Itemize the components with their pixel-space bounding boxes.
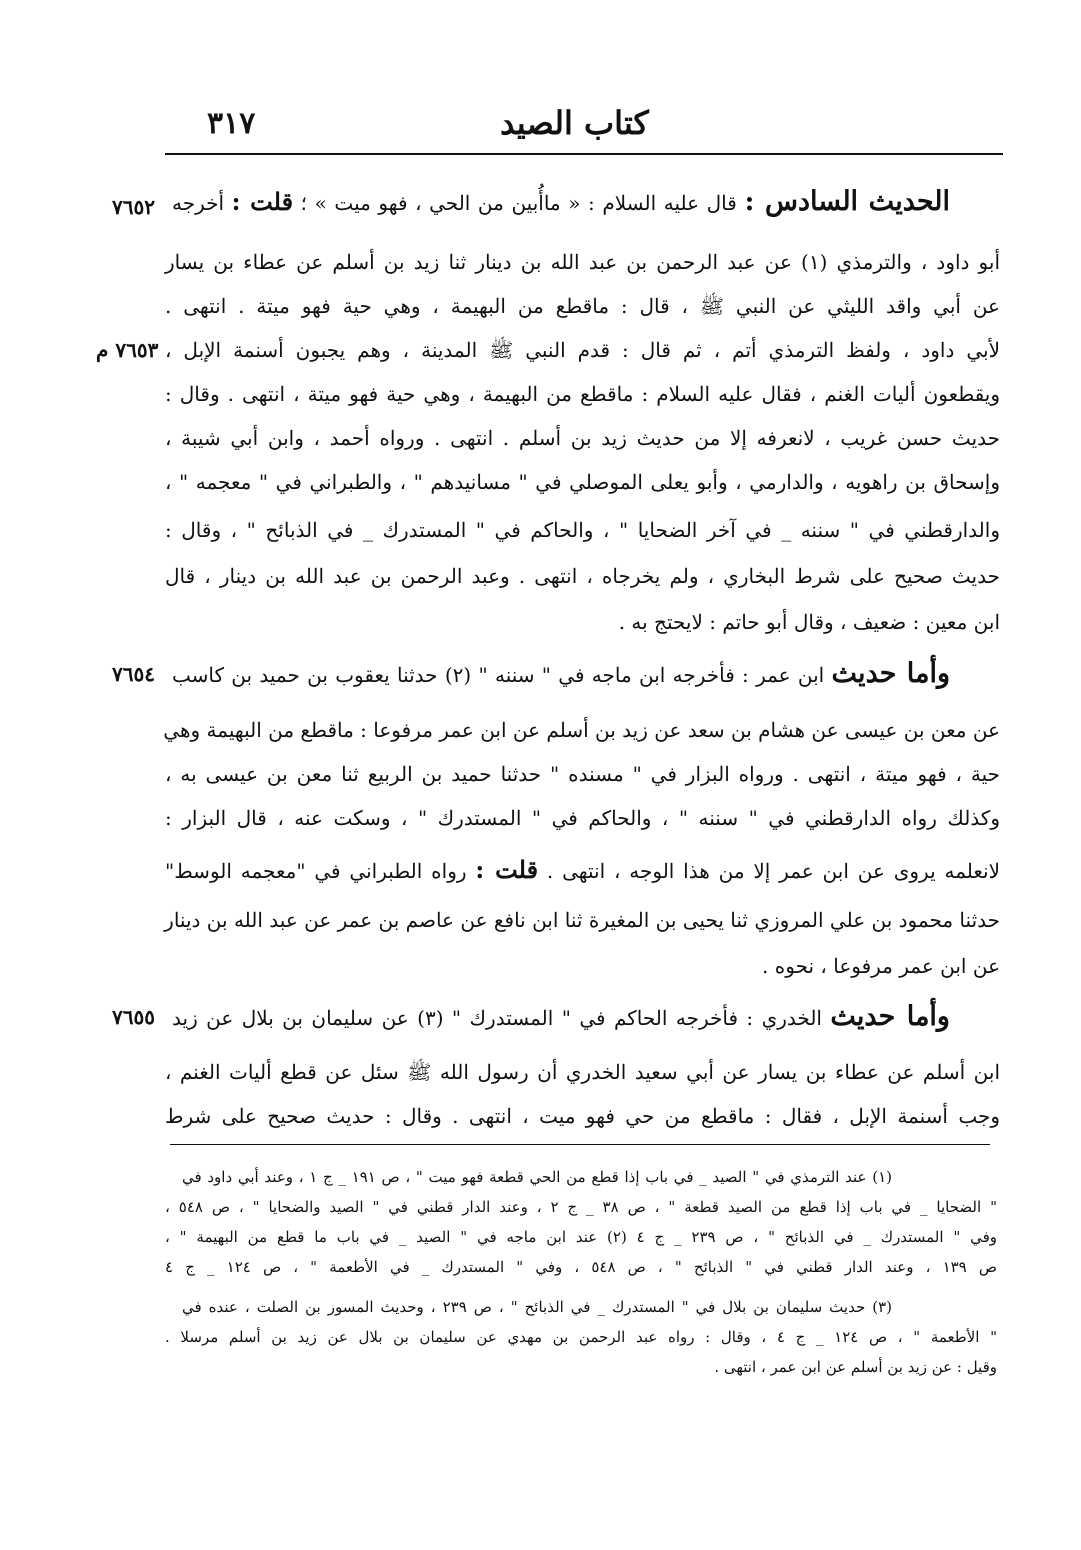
text-line: حية ، فهو ميتة ، انتهى . ورواه البزار في " مسنده " حدثنا حميد بن الربيع ثنا معن بن عيسى به ، bbox=[165, 762, 1000, 786]
line-text: أخرجه bbox=[172, 191, 225, 215]
text-line: عن معن بن عيسى عن هشام بن سعد عن زيد بن أسلم عن ابن عمر مرفوعا : ماقطع من البهيمة وهي bbox=[163, 718, 1000, 742]
text-line: عن ابن عمر مرفوعا ، نحوه . bbox=[762, 954, 1000, 978]
line-text: ابن عمر : فأخرجه ابن ماجه في " سننه " (٢) حدثنا يعقوب بن حميد بن كاسب bbox=[172, 663, 825, 687]
header-divider bbox=[165, 153, 1003, 155]
text-line bbox=[165, 848, 1000, 892]
text-line: ابن معين : ضعيف ، وقال أبو حاتم : لايحتج به . bbox=[618, 610, 1000, 634]
qult-marker: قلت : bbox=[231, 187, 294, 216]
text-line: ويقطعون أليات الغنم ، فقال عليه السلام : ماقطع من البهيمة ، وهي حية فهو ميتة ، انتهى . وقال : bbox=[165, 382, 1000, 406]
text-line: وجب أسنمة الإبل ، فقال : ماقطع من حي فهو ميت ، انتهى . وقال : حديث صحيح على شرط bbox=[165, 1104, 1000, 1128]
qult-marker: قلت : bbox=[475, 855, 539, 884]
text-line: حدثنا محمود بن علي المروزي ثنا يحيى بن المغيرة ثنا ابن نافع عن عاصم بن عمر عن عبد الله بن دينار bbox=[164, 908, 1000, 932]
section-heading: وأما حديث bbox=[831, 658, 950, 689]
text-line bbox=[172, 995, 950, 1039]
text-line: وإسحاق بن راهويه ، والدارمي ، وأبو يعلى الموصلي في " مسانيدهم " ، والطبراني في " معجمه " ، bbox=[165, 470, 1000, 494]
line-text: لانعلمه يروى عن ابن عمر إلا من هذا الوجه ، انتهى . bbox=[546, 859, 1001, 883]
book-title: كتاب الصيد bbox=[500, 104, 649, 142]
section-heading: الحديث السادس : bbox=[744, 186, 951, 217]
section-heading: وأما حديث bbox=[830, 1001, 950, 1032]
footnote-divider bbox=[170, 1144, 990, 1145]
running-header bbox=[165, 100, 1003, 152]
text-line: لأبي داود ، ولفظ الترمذي أتم ، ثم قال : قدم النبي ﷺ المدينة ، وهم يجبون أسنمة الإبل ، bbox=[165, 338, 1000, 362]
text-line: والدارقطني في " سننه _ في آخر الضحايا " ، والحاكم في " المستدرك _ في الذبائح " ، وقال : bbox=[165, 518, 1000, 542]
footnote-line: (٣) حديث سليمان بن بلال في " المستدرك _ في الذبائح " ، ص ٢٣٩ ، وحديث المسور بن الصلت ، عنده في bbox=[182, 1298, 892, 1316]
text-line: أبو داود ، والترمذي (١) عن عبد الرحمن بن عبد الله بن دينار ثنا زيد بن أسلم عن عطاء بن يسار bbox=[165, 250, 1001, 274]
text-line bbox=[172, 652, 950, 696]
footnote-line: " الضحايا _ في باب إذا قطع من الصيد قطعة " ، ص ٣٨ _ ج ٢ ، وعند الدار قطني في " الصيد والضحايا " ، ص ٥٤٨ ، bbox=[165, 1198, 997, 1216]
line-text: رواه الطبراني في "معجمه الوسط" bbox=[165, 859, 467, 883]
line-text: قال عليه السلام : « ماأُبين من الحي ، فهو ميت » ؛ bbox=[300, 191, 737, 215]
hadith-number: ٧٦٥٣ م bbox=[96, 338, 159, 362]
text-line: حديث صحيح على شرط البخاري ، ولم يخرجاه ، انتهى . وعبد الرحمن بن عبد الله بن دينار ، قال bbox=[165, 564, 1000, 588]
footnote-line: وقيل : عن زيد بن أسلم عن ابن عمر ، انتهى . bbox=[714, 1358, 997, 1376]
footnote-line: ص ١٣٩ ، وعند الدار قطني في " الذبائح " ، ص ٥٤٨ ، وفي " المستدرك _ في الأطعمة " ، ص ١٢٤ _ ج ٤ bbox=[165, 1258, 997, 1276]
text-line bbox=[172, 180, 950, 224]
footnote-line: وفي " المستدرك _ في الذبائح " ، ص ٢٣٩ _ ج ٤ (٢) عند ابن ماجه في " الصيد _ في باب ما قطع من البهيمة " ، bbox=[165, 1228, 997, 1246]
text-line: حديث حسن غريب ، لانعرفه إلا من حديث زيد بن أسلم . انتهى . ورواه أحمد ، وابن أبي شيبة ، bbox=[165, 426, 1000, 450]
footnote-line: " الأطعمة " ، ص ١٢٤ _ ج ٤ ، وقال : رواه عبد الرحمن بن مهدي عن سليمان بن بلال عن زيد بن أسلم مرسلا . bbox=[165, 1328, 997, 1346]
line-text: الخدري : فأخرجه الحاكم في " المستدرك " (٣) عن سليمان بن بلال عن زيد bbox=[172, 1006, 822, 1030]
text-line: عن أبي واقد الليثي عن النبي ﷺ ، قال : ماقطع من البهيمة ، وهي حية فهو ميتة . انتهى . bbox=[165, 294, 1000, 318]
text-line: ابن أسلم عن عطاء بن يسار عن أبي سعيد الخدري أن رسول الله ﷺ سئل عن قطع أليات الغنم ، bbox=[165, 1060, 1000, 1084]
footnote-line: (١) عند الترمذي في " الصيد _ في باب إذا قطع من الحي قطعة فهو ميت " ، ص ١٩١ _ ج ١ ، وعند أبي داود في bbox=[182, 1168, 892, 1186]
hadith-number: ٧٦٥٥ bbox=[112, 1005, 155, 1029]
text-line: وكذلك رواه الدارقطني في " سننه " ، والحاكم في " المستدرك " ، وسكت عنه ، قال البزار : bbox=[165, 806, 1000, 830]
hadith-number: ٧٦٥٢ bbox=[112, 195, 155, 219]
hadith-number: ٧٦٥٤ bbox=[112, 662, 155, 686]
page-number: ٣١٧ bbox=[207, 106, 256, 141]
